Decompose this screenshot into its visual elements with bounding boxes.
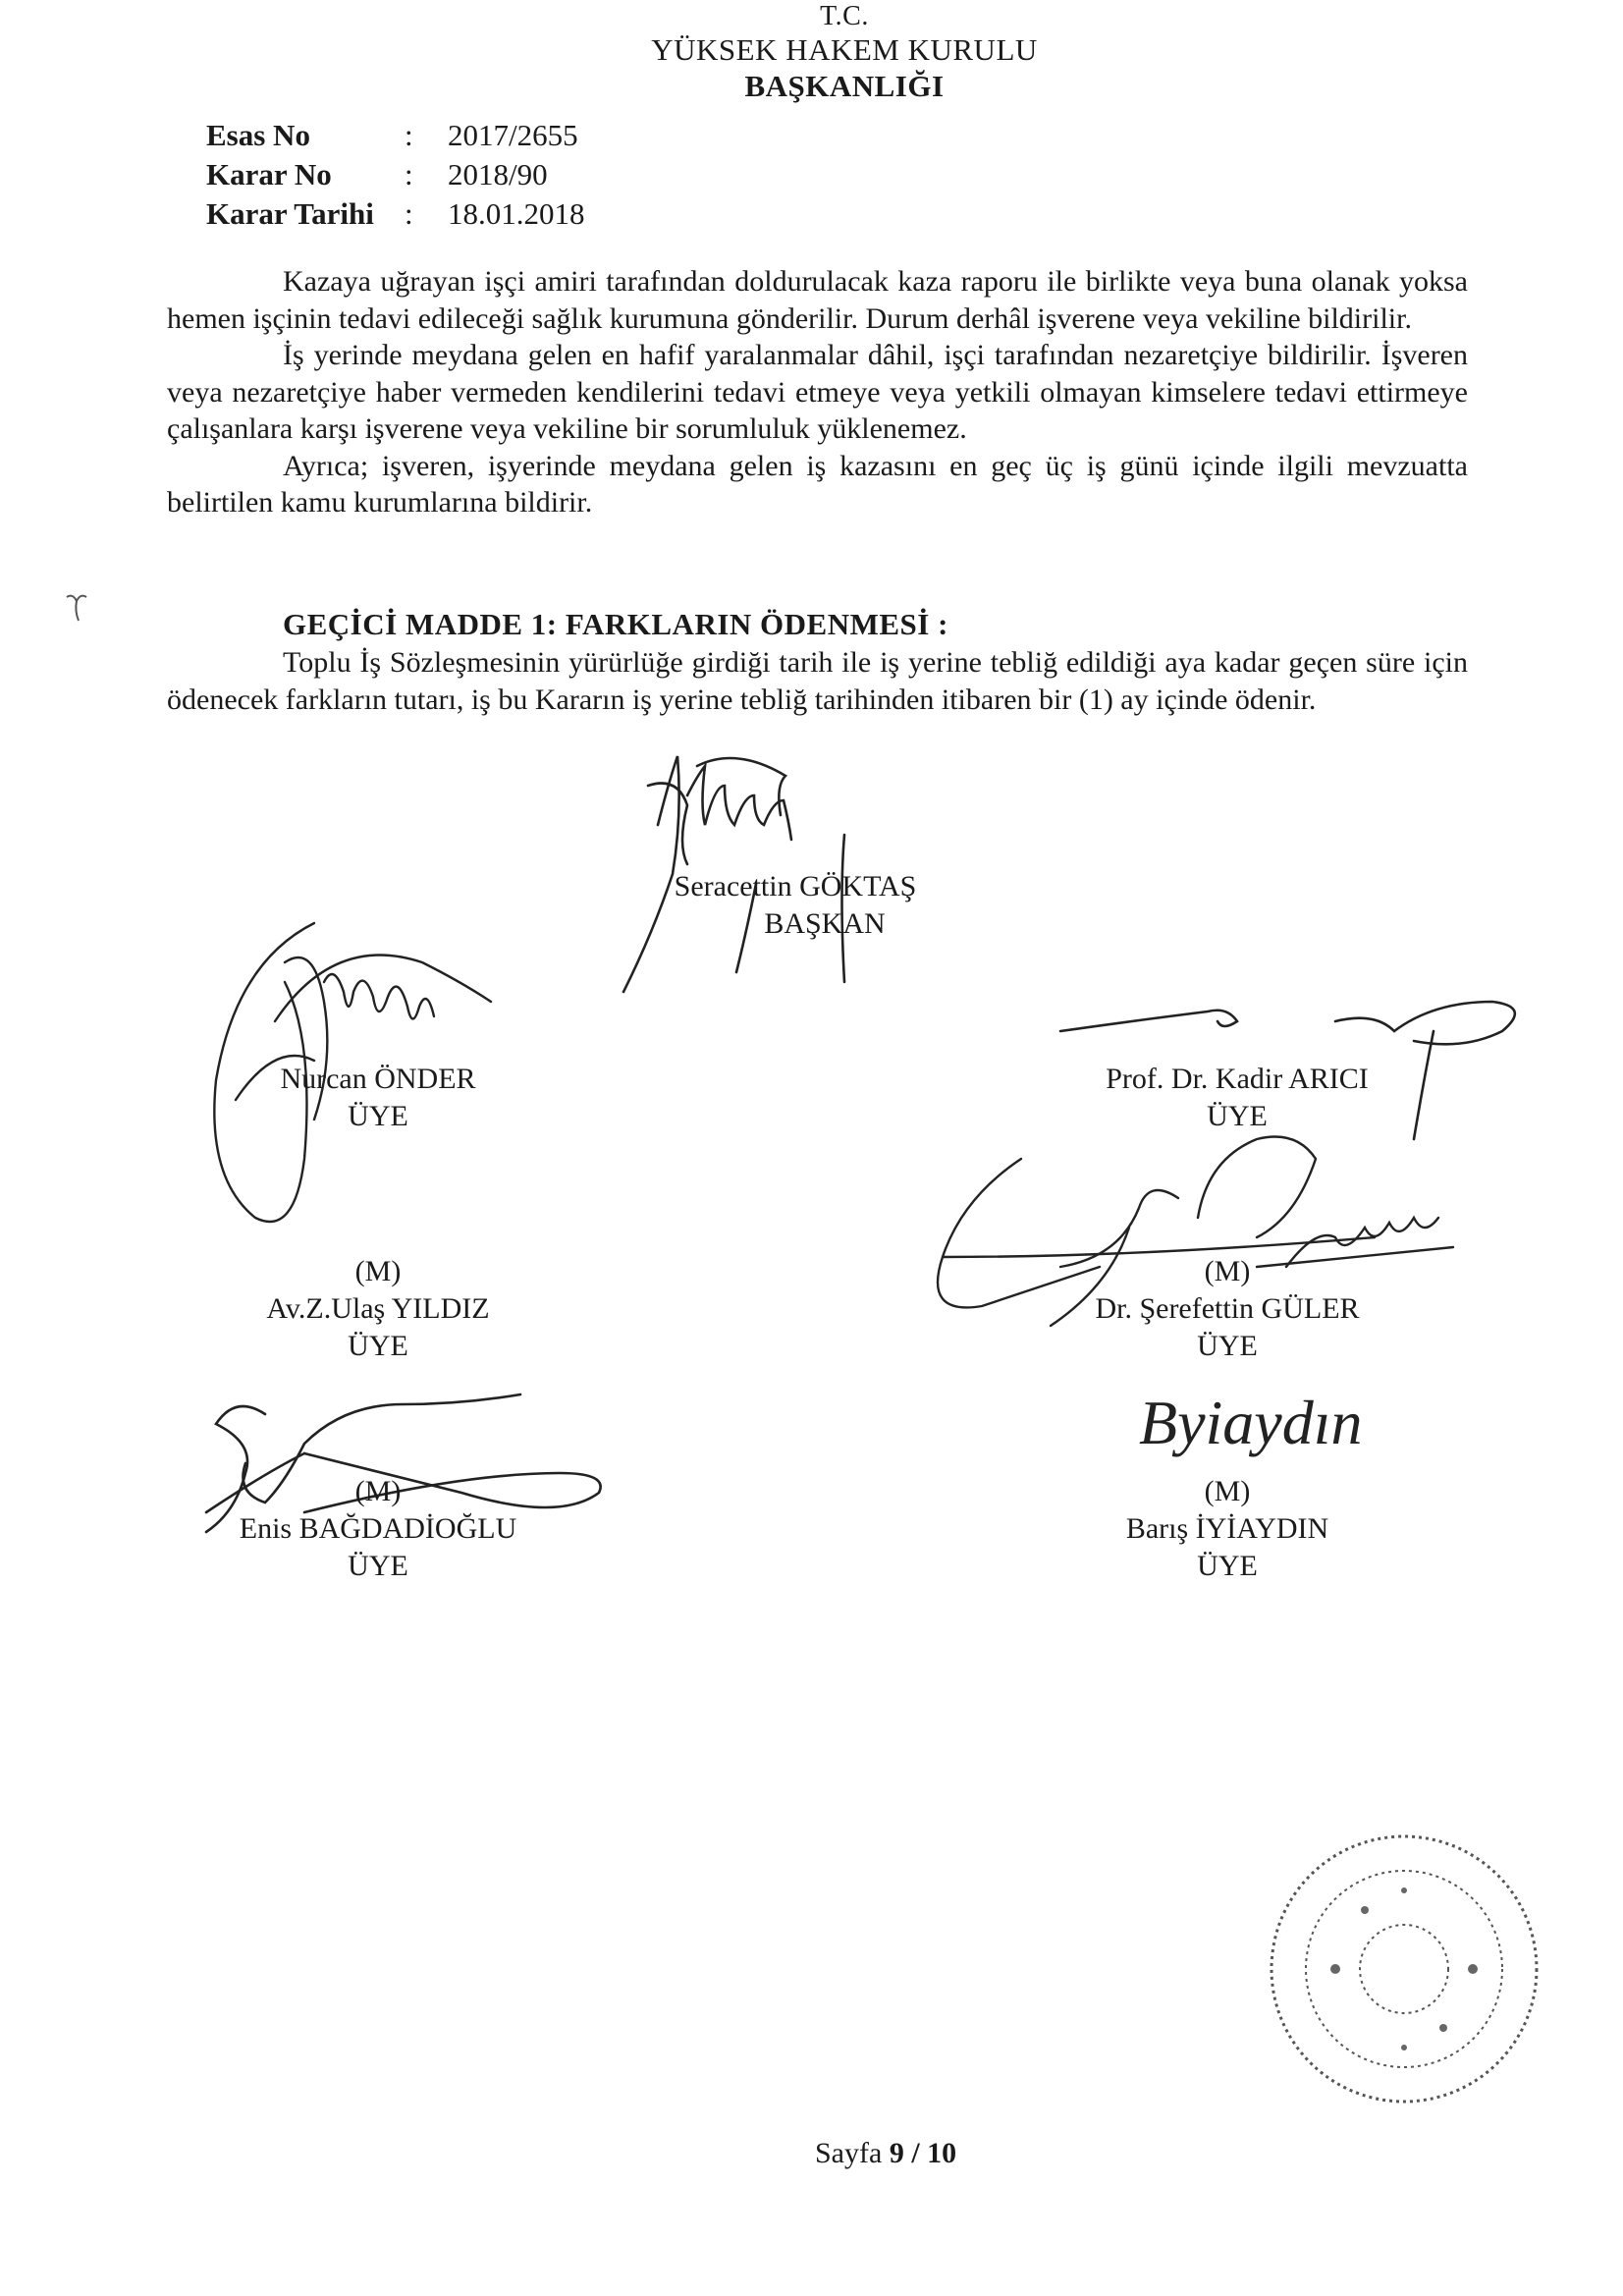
member2-role: ÜYE: [1207, 1100, 1268, 1132]
member2-name: Prof. Dr. Kadir ARICI: [1106, 1063, 1369, 1095]
body-paragraph: Ayrıca; işveren, işyerinde meydana gelen iş kazasını en geç üç iş günü içinde ilgili mevzuatta belirtilen kamu kurumlarına bildirir.: [167, 449, 1468, 519]
body-paragraph: İş yerinde meydana gelen en hafif yaralanmalar dâhil, işçi tarafından nezaretçiye bildirilir. İşveren veya nezaretçiye haber vermeden kendilerini tedavi etmeye veya yetkili olmayan kimselere tedavi ettirmeye çalışanlara karşı işverene veya vekiline bir sorumluluk yüklenemez.: [167, 339, 1468, 445]
member6-name: Barış İYİAYDIN: [1125, 1512, 1329, 1545]
member3-role: ÜYE: [348, 1330, 408, 1362]
madde-text: Toplu İş Sözleşmesinin yürürlüğe girdiği tarih ile iş yerine tebliğ edildiği aya kadar geçen süre için ödenecek farkların tutarı, iş bu Kararın iş yerine tebliğ tarihinden itibaren bir (1) ay içinde ödenir.: [167, 646, 1468, 716]
member6-signatory: [1031, 1473, 1424, 1585]
meta-label: Esas No: [206, 118, 310, 152]
madde-section: [167, 644, 1468, 718]
document-header: [589, 2, 1100, 104]
member6-mark: (M): [1204, 1475, 1251, 1507]
member1-name: Nurcan ÖNDER: [280, 1063, 476, 1095]
meta-karar-row: Karar No : 2018/90: [206, 155, 585, 194]
member1-role: ÜYE: [348, 1100, 408, 1132]
member6-signature-text: Byiaydın: [1139, 1388, 1363, 1457]
header-tc: T.C.: [820, 1, 869, 31]
meta-tarih-row: Karar Tarihi : 18.01.2018: [206, 194, 585, 234]
meta-value: 2017/2655: [448, 118, 578, 152]
chair-signatory: [579, 868, 972, 943]
official-stamp-icon: [1257, 1822, 1551, 2116]
meta-label: Karar No: [206, 157, 332, 191]
meta-value: 18.01.2018: [448, 196, 585, 231]
footer-prefix: Sayfa: [815, 2137, 883, 2169]
member3-name: Av.Z.Ulaş YILDIZ: [266, 1292, 490, 1325]
chair-name: Seracettin GÖKTAŞ: [674, 870, 917, 902]
member3-mark: (M): [354, 1255, 402, 1287]
meta-value: 2018/90: [448, 157, 548, 191]
meta-label: Karar Tarihi: [206, 196, 374, 231]
member3-signatory: [182, 1253, 574, 1365]
member1-signatory: [182, 1061, 574, 1135]
page-footer: [815, 2137, 956, 2170]
member6-signature-icon: [1129, 1370, 1502, 1478]
member5-signatory: [182, 1473, 574, 1585]
body-paragraph: Kazaya uğrayan işçi amiri tarafından doldurulacak kaza raporu ile birlikte veya buna olanak yoksa hemen işçinin tedavi edileceği sağlık kurumuna gönderilir. Durum derhâl işverene veya vekiline bildirilir.: [167, 265, 1468, 335]
chair-role: BAŞKAN: [764, 907, 886, 940]
header-presidency: BAŞKANLIĞI: [744, 69, 945, 103]
member4-signatory: [1031, 1253, 1424, 1365]
madde-title: GEÇİCİ MADDE 1: FARKLARIN ÖDENMESİ :: [283, 607, 948, 641]
meta-esas-row: Esas No : 2017/2655: [206, 116, 585, 155]
member5-role: ÜYE: [348, 1550, 408, 1582]
body-section: [167, 263, 1468, 521]
case-meta: [206, 116, 585, 234]
member6-role: ÜYE: [1197, 1550, 1258, 1582]
member5-mark: (M): [354, 1475, 402, 1507]
member4-role: ÜYE: [1197, 1330, 1258, 1362]
margin-mark-icon: [59, 589, 98, 629]
member4-name: Dr. Şerefettin GÜLER: [1095, 1292, 1360, 1325]
member4-mark: (M): [1204, 1255, 1251, 1287]
header-institution: YÜKSEK HAKEM KURULU: [651, 32, 1038, 67]
page-number: 9 / 10: [889, 2137, 957, 2169]
member5-name: Enis BAĞDADİOĞLU: [239, 1512, 517, 1545]
